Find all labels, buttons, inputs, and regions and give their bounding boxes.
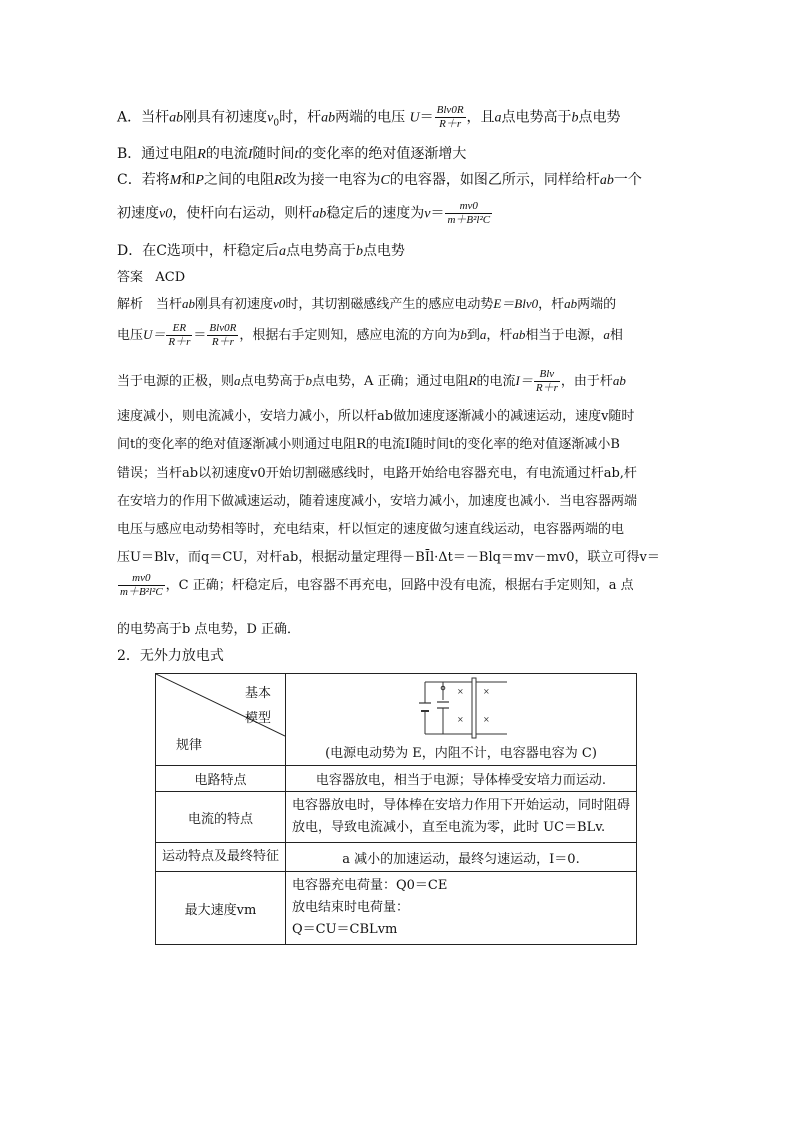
- option-c-text: ，使杆向右运动，则杆: [172, 205, 313, 222]
- fraction-numerator: mv0: [445, 200, 492, 214]
- header-diagonal-cell: [156, 674, 286, 766]
- var-a: a: [494, 110, 502, 126]
- analysis-text: 的电流: [476, 374, 516, 389]
- analysis-text: ，根据右手定则知，感应电流的方向为: [239, 328, 461, 343]
- fraction-numerator: Blv0R: [209, 322, 237, 334]
- analysis-text: 相当于电源，: [525, 328, 604, 343]
- header-basic: 基本: [244, 686, 271, 701]
- fraction: [534, 368, 560, 395]
- circuit-diagram: [411, 676, 511, 742]
- subscript: 0: [273, 118, 280, 129]
- var-ab: ab: [182, 296, 196, 311]
- answer-value: ACD: [155, 270, 186, 285]
- analysis-line-4: 速度减小，则电流减小，安培力减小，所以杆ab做加速度逐渐减小的减速运动，速度v随时: [117, 409, 635, 424]
- analysis-line-1: [117, 293, 616, 312]
- equation: E＝Blv0: [493, 296, 539, 311]
- row-content-line: 放电结束时电荷量：: [292, 900, 410, 915]
- var-b: b: [305, 373, 313, 388]
- var-ab: ab: [169, 110, 184, 126]
- row-content: 电容器放电，相当于电源；导体棒受安培力而运动.: [286, 766, 637, 792]
- analysis-line-6: 错误；当杆ab以初速度v0开始切割磁感线时，电路开始给电容器充电，有电流通过杆ab,杆: [117, 466, 637, 481]
- analysis-text: 电压: [117, 328, 144, 343]
- var-ab: ab: [599, 173, 614, 188]
- var-ab: ab: [321, 110, 336, 126]
- var-m: M: [169, 173, 182, 188]
- fraction-denominator: R＋r: [439, 118, 462, 130]
- row-content-line: Q＝CU＝CBLvm: [292, 922, 398, 937]
- option-a-text: 时，杆: [279, 109, 322, 126]
- row-content: 电容器放电时，导体棒在安培力作用下开始运动，同时阻碍放电，导致电流减小，直至电流为零，此时 UC＝BLv.: [286, 792, 637, 843]
- option-d-text: D．在C选项中，杆稳定后: [117, 243, 279, 259]
- option-b-text: 的变化率的绝对值逐渐增大: [298, 146, 467, 162]
- analysis-text: ，由于杆: [560, 374, 613, 389]
- answer-label: 答案: [117, 270, 144, 285]
- answer: [117, 266, 185, 285]
- row-content: [286, 872, 637, 945]
- analysis-text: ，杆: [538, 297, 565, 312]
- row-label: 电路特点: [156, 766, 286, 792]
- analysis-text: ，杆: [486, 328, 513, 343]
- option-b: [117, 143, 466, 163]
- fraction-numerator: Blv: [534, 368, 560, 382]
- analysis-text: 点电势高于: [240, 374, 306, 389]
- table-header-row: [156, 674, 637, 766]
- svg-text:×: ×: [483, 687, 490, 696]
- option-c-text: 和: [181, 172, 196, 188]
- equation: I＝: [515, 373, 533, 388]
- fraction-numerator: ER: [166, 322, 192, 336]
- row-content-line: 电容器充电荷量：Q0＝CE: [292, 878, 448, 893]
- var-b: b: [571, 110, 579, 126]
- var-i: I: [247, 147, 253, 162]
- row-label: 电流的特点: [156, 792, 286, 843]
- table-row: [156, 843, 637, 872]
- fraction-numerator: mv0: [118, 572, 165, 586]
- analysis-text: 解析 当杆: [117, 297, 183, 312]
- option-a-text: ，且: [466, 109, 495, 126]
- analysis-text: 到: [466, 328, 480, 343]
- analysis-line-10: [117, 572, 634, 599]
- svg-text:×: ×: [457, 715, 464, 724]
- var-t: t: [294, 147, 299, 162]
- fraction: [207, 322, 238, 349]
- table-row: [156, 792, 637, 843]
- analysis-text: 当于电源的正极，则: [117, 374, 235, 389]
- fraction-denominator: R＋r: [535, 382, 558, 394]
- var-r: R: [273, 173, 283, 188]
- option-c-text: 一个: [613, 172, 642, 188]
- var-v: v: [267, 110, 274, 126]
- analysis-text: ，C 正确；杆稳定后，电容器不再充电，回路中没有电流，根据右手定则知，a 点: [165, 578, 634, 593]
- analysis-text: 相: [609, 328, 623, 343]
- fraction: [445, 200, 492, 227]
- var-a: a: [479, 327, 487, 342]
- var-v0: v0: [159, 206, 173, 222]
- var-ab: ab: [612, 373, 626, 388]
- option-c-text: 改为接一电容为: [282, 172, 381, 188]
- row-content: a 减小的加速运动，最终匀速运动，I＝0.: [286, 843, 637, 872]
- analysis-text: 点电势，A 正确；通过电阻: [312, 374, 469, 389]
- option-a-text: A．当杆: [117, 109, 170, 126]
- option-c-text: 初速度: [117, 205, 159, 222]
- var-a: a: [278, 244, 286, 259]
- var-ab: ab: [312, 206, 327, 222]
- circuit-diagram-cell: [286, 674, 637, 766]
- analysis-line-11: 的电势高于b 点电势，D 正确．: [117, 622, 301, 637]
- row-label: 运动特点及最终特征: [156, 843, 286, 872]
- option-d-text: 点电势高于: [285, 243, 356, 259]
- fraction: [166, 322, 192, 349]
- option-c-text: 稳定后的速度为: [326, 205, 425, 222]
- fraction: [435, 104, 466, 131]
- fraction-denominator: R＋r: [211, 336, 234, 348]
- analysis-line-7: 在安培力的作用下做减速运动，随着速度减小，安培力减小，加速度也减小．当电容器两端: [117, 494, 638, 509]
- option-a-text: 点电势高于: [501, 109, 572, 126]
- header-rule: 规律: [176, 738, 203, 753]
- equals: ＝: [430, 205, 445, 222]
- analysis-line-3: [117, 368, 626, 395]
- table-row: [156, 872, 637, 945]
- svg-text:×: ×: [483, 715, 490, 724]
- var-b: b: [355, 244, 363, 259]
- var-v0: v0: [273, 296, 286, 311]
- fraction: [118, 572, 165, 599]
- option-a: [117, 104, 621, 131]
- var-a: a: [603, 327, 610, 342]
- var-p: P: [195, 173, 204, 188]
- option-c-text: C．若将: [117, 172, 170, 188]
- var-b: b: [460, 327, 467, 342]
- svg-text:×: ×: [457, 687, 464, 696]
- option-d: [117, 240, 405, 260]
- var-ab: ab: [512, 327, 526, 342]
- analysis-text: 两端的: [577, 297, 617, 312]
- option-c-line2: [117, 200, 493, 227]
- fraction-denominator: m＋B²l²C: [447, 214, 491, 226]
- var-c: C: [380, 173, 390, 188]
- option-a-text: 点电势: [578, 109, 621, 126]
- option-b-text: B．通过电阻: [117, 146, 198, 162]
- option-c-text: 的电容器，如图乙所示，同样给杆: [389, 172, 600, 188]
- option-c-text: 之间的电阻: [203, 172, 274, 188]
- header-model: 模型: [244, 711, 271, 726]
- analysis-line-9: 压U＝Blv，而q＝CU，对杆ab，根据动量定理得－BĪl·Δt＝－Blq＝mv－mv0，联立可得v＝: [117, 550, 660, 565]
- diagram-caption: (电源电动势为 E，内阻不计，电容器电容为 C): [325, 746, 597, 761]
- option-b-text: 的电流: [205, 146, 248, 162]
- equals: ＝: [193, 328, 207, 343]
- var-ab: ab: [564, 296, 578, 311]
- var-v: v: [424, 206, 431, 222]
- option-d-text: 点电势: [362, 243, 405, 259]
- option-b-text: 随时间: [252, 146, 295, 162]
- option-c-line1: [117, 169, 642, 189]
- model-table: [155, 673, 637, 945]
- row-label: 最大速度vm: [156, 872, 286, 945]
- var-u: U: [409, 110, 420, 126]
- option-a-text: 两端的电压: [335, 109, 406, 126]
- fraction-denominator: m＋B²l²C: [120, 586, 163, 598]
- equals: ＝: [419, 109, 434, 126]
- table-row: [156, 766, 637, 792]
- analysis-line-5: 间t的变化率的绝对值逐渐减小则通过电阻R的电流I随时间t的变化率的绝对值逐渐减小B: [117, 437, 620, 452]
- equation: U＝: [143, 327, 166, 342]
- var-r: R: [468, 373, 477, 388]
- analysis-text: 刚具有初速度: [195, 297, 274, 312]
- analysis-line-2: [117, 322, 623, 349]
- var-r: R: [197, 147, 206, 162]
- fraction-denominator: R＋r: [168, 336, 191, 348]
- fraction-numerator: Blv0R: [436, 104, 464, 116]
- analysis-line-8: 电压与感应电动势相等时，充电结束，杆以恒定的速度做匀速直线运动，电容器两端的电: [117, 522, 625, 537]
- section-title: 2．无外力放电式: [117, 648, 224, 664]
- analysis-text: 时，其切割磁感线产生的感应电动势: [285, 297, 494, 312]
- var-a: a: [234, 373, 241, 388]
- option-a-text: 刚具有初速度: [183, 109, 268, 126]
